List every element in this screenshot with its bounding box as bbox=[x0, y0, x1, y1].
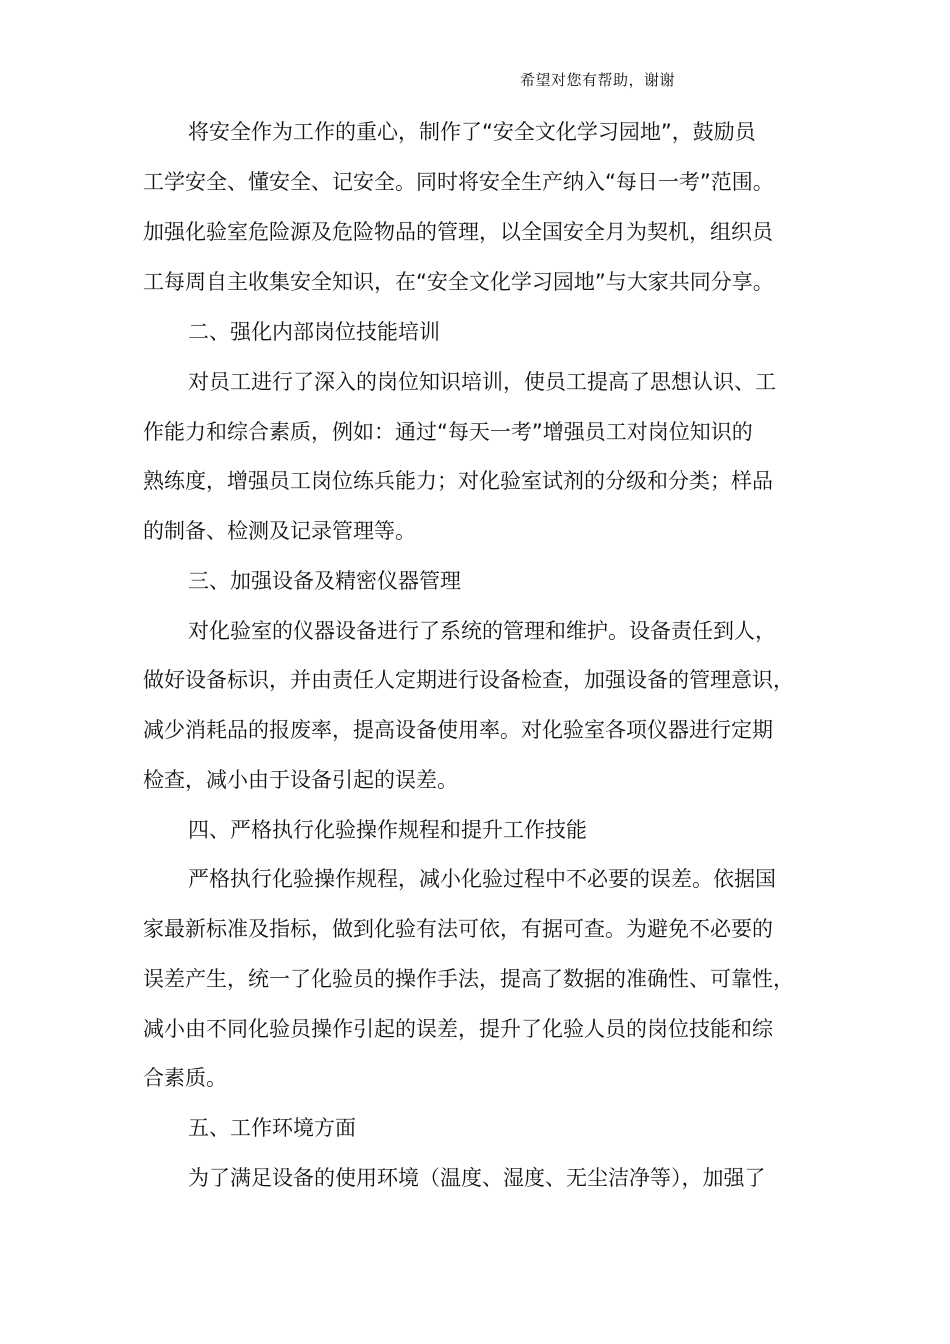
section-heading: 二、强化内部岗位技能培训 bbox=[188, 320, 440, 344]
paragraph-line: 对员工进行了深入的岗位知识培训，使员工提高了思想认识、工 bbox=[188, 370, 776, 394]
paragraph-line: 家最新标准及指标，做到化验有法可依，有据可查。为避免不必要的 bbox=[143, 917, 773, 941]
header-note: 希望对您有帮助，谢谢 bbox=[520, 71, 676, 89]
paragraph-line: 工学安全、懂安全、记安全。同时将安全生产纳入“每日一考”范围。 bbox=[143, 170, 774, 194]
paragraph-line: 做好设备标识，并由责任人定期进行设备检查，加强设备的管理意识， bbox=[143, 668, 794, 692]
paragraph-line: 减小由不同化验员操作引起的误差，提升了化验人员的岗位技能和综 bbox=[143, 1017, 773, 1041]
paragraph-line: 将安全作为工作的重心，制作了“安全文化学习园地”，鼓励员 bbox=[188, 120, 756, 144]
paragraph-line: 的制备、检测及记录管理等。 bbox=[143, 519, 416, 543]
paragraph-line: 严格执行化验操作规程，减小化验过程中不必要的误差。依据国 bbox=[188, 867, 776, 891]
section-heading: 五、工作环境方面 bbox=[188, 1116, 356, 1140]
paragraph-line: 检查，减小由于设备引起的误差。 bbox=[143, 768, 458, 792]
paragraph-line: 熟练度，增强员工岗位练兵能力；对化验室试剂的分级和分类；样品 bbox=[143, 469, 773, 493]
paragraph-line: 作能力和综合素质，例如：通过“每天一考”增强员工对岗位知识的 bbox=[143, 420, 753, 444]
section-heading: 三、加强设备及精密仪器管理 bbox=[188, 569, 461, 593]
paragraph-line: 对化验室的仪器设备进行了系统的管理和维护。设备责任到人， bbox=[188, 619, 776, 643]
paragraph-line: 为了满足设备的使用环境（温度、湿度、无尘洁净等），加强了 bbox=[188, 1166, 766, 1190]
paragraph-line: 加强化验室危险源及危险物品的管理，以全国安全月为契机，组织员 bbox=[143, 220, 773, 244]
paragraph-line: 减少消耗品的报废率，提高设备使用率。对化验室各项仪器进行定期 bbox=[143, 718, 773, 742]
paragraph-line: 误差产生，统一了化验员的操作手法，提高了数据的准确性、可靠性， bbox=[143, 967, 794, 991]
paragraph-line: 工每周自主收集安全知识，在“安全文化学习园地”与大家共同分享。 bbox=[143, 270, 774, 294]
section-heading: 四、严格执行化验操作规程和提升工作技能 bbox=[188, 818, 587, 842]
paragraph-line: 合素质。 bbox=[143, 1066, 227, 1090]
